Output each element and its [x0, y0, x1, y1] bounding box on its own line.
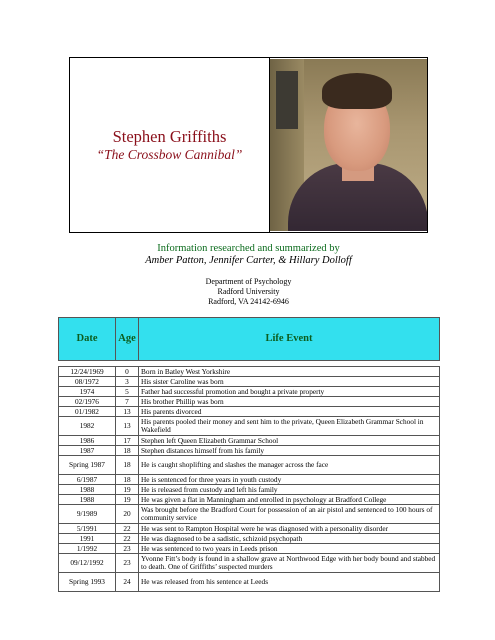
event-cell: He is released from custody and left his family	[139, 485, 440, 495]
event-cell: He was given a flat in Manningham and enrolled in psychology at Bradford College	[139, 495, 440, 505]
subject-name: Stephen Griffiths	[112, 126, 227, 146]
age-cell: 13	[116, 417, 139, 436]
event-cell: Stephen distances himself from his family	[139, 446, 440, 456]
address: Radford, VA 24142-6946	[208, 297, 289, 306]
table-header-row	[59, 318, 440, 361]
header-date: Date	[59, 318, 116, 361]
event-cell: Was brought before the Bradford Court for possession of an air pistol and sentenced to 100 hours of community service	[139, 505, 440, 524]
age-cell: 22	[116, 534, 139, 544]
age-cell: 18	[116, 446, 139, 456]
age-cell: 18	[116, 456, 139, 475]
table-row	[59, 475, 440, 485]
table-row	[59, 544, 440, 554]
date-cell: 1988	[59, 485, 116, 495]
event-cell: His brother Phillip was born	[139, 397, 440, 407]
age-cell: 23	[116, 544, 139, 554]
date-cell: 08/1972	[59, 377, 116, 387]
table-row	[59, 446, 440, 456]
event-cell: Father had successful promotion and bought a private property	[139, 387, 440, 397]
photo-background-window	[276, 71, 298, 129]
event-cell: His parents pooled their money and sent him to the private, Queen Elizabeth Grammar School in Wakefield	[139, 417, 440, 436]
table-row	[59, 505, 440, 524]
event-cell: Stephen left Queen Elizabeth Grammar School	[139, 436, 440, 446]
date-cell: Spring 1993	[59, 573, 116, 592]
event-cell: Yvonne Fitt’s body is found in a shallow grave at Northwood Edge with her body bound and stabbed to death. One of Griffiths’ suspected murders	[139, 554, 440, 573]
department: Department of Psychology	[205, 277, 292, 286]
table-row	[59, 456, 440, 475]
table-row	[59, 485, 440, 495]
age-cell: 19	[116, 485, 139, 495]
date-cell: 1986	[59, 436, 116, 446]
table-row	[59, 387, 440, 397]
age-cell: 13	[116, 407, 139, 417]
subject-photo	[270, 59, 427, 231]
age-cell: 3	[116, 377, 139, 387]
event-cell: Born in Batley West Yorkshire	[139, 367, 440, 377]
event-cell: He is sentenced for three years in youth custody	[139, 475, 440, 485]
table-row	[59, 367, 440, 377]
date-cell: 1/1992	[59, 544, 116, 554]
date-cell: 6/1987	[59, 475, 116, 485]
event-cell: His sister Caroline was born	[139, 377, 440, 387]
table-row	[59, 407, 440, 417]
event-cell: He is caught shoplifting and slashes the manager across the face	[139, 456, 440, 475]
date-cell: 12/24/1969	[59, 367, 116, 377]
table-row	[59, 495, 440, 505]
age-cell: 0	[116, 367, 139, 377]
table-row	[59, 417, 440, 436]
university: Radford University	[217, 287, 280, 296]
credits	[69, 232, 428, 307]
age-cell: 19	[116, 495, 139, 505]
age-cell: 18	[116, 475, 139, 485]
table-row	[59, 436, 440, 446]
table-row	[59, 534, 440, 544]
age-cell: 24	[116, 573, 139, 592]
table-row	[59, 554, 440, 573]
date-cell: 1991	[59, 534, 116, 544]
name-cell	[70, 58, 270, 232]
date-cell: 5/1991	[59, 524, 116, 534]
event-cell: He was sentenced to two years in Leeds prison	[139, 544, 440, 554]
date-cell: 01/1982	[59, 407, 116, 417]
table-row	[59, 573, 440, 592]
age-cell: 5	[116, 387, 139, 397]
authors: Amber Patton, Jennifer Carter, & Hillary Dolloff	[145, 255, 352, 266]
age-cell: 23	[116, 554, 139, 573]
table-row	[59, 524, 440, 534]
event-cell: His parents divorced	[139, 407, 440, 417]
date-cell: 02/1976	[59, 397, 116, 407]
table-row	[59, 377, 440, 387]
date-cell: 1974	[59, 387, 116, 397]
title-block	[69, 57, 428, 233]
age-cell: 20	[116, 505, 139, 524]
age-cell: 17	[116, 436, 139, 446]
date-cell: 1982	[59, 417, 116, 436]
subject-nickname: “The Crossbow Cannibal”	[96, 146, 243, 162]
event-cell: He was sent to Rampton Hospital were he was diagnosed with a personality disorder	[139, 524, 440, 534]
date-cell: 1988	[59, 495, 116, 505]
date-cell: Spring 1987	[59, 456, 116, 475]
age-cell: 22	[116, 524, 139, 534]
department-address	[69, 277, 428, 307]
date-cell: 09/12/1992	[59, 554, 116, 573]
researched-by: Information researched and summarized by	[157, 243, 340, 254]
header-event: Life Event	[139, 318, 440, 361]
event-cell: He was released from his sentence at Leeds	[139, 573, 440, 592]
table-row	[59, 397, 440, 407]
photo-hair	[322, 73, 392, 109]
life-event-table	[58, 317, 440, 592]
age-cell: 7	[116, 397, 139, 407]
date-cell: 1987	[59, 446, 116, 456]
date-cell: 9/1989	[59, 505, 116, 524]
header-age: Age	[116, 318, 139, 361]
event-cell: He was diagnosed to be a sadistic, schizoid psychopath	[139, 534, 440, 544]
